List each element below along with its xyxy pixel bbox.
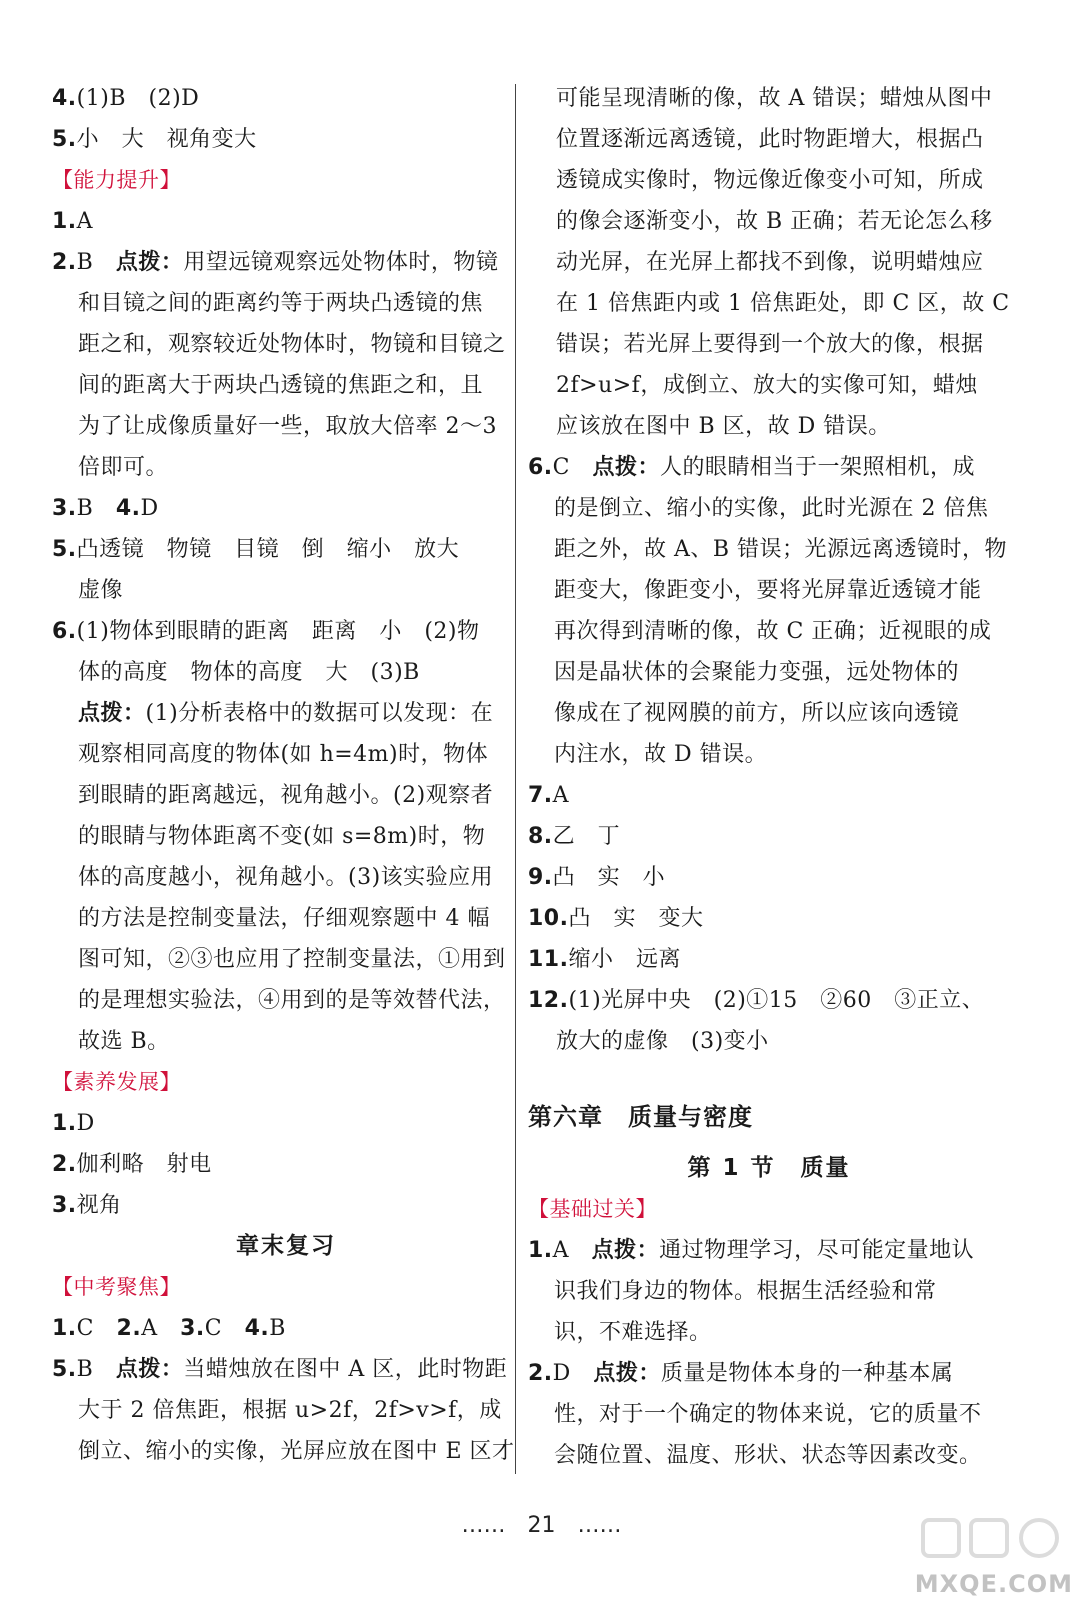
answer-continuation [528, 1312, 1010, 1353]
item-text: B [76, 1357, 116, 1382]
item-text: 视角 [76, 1193, 122, 1218]
item-number: 2. [116, 1316, 142, 1341]
item-text: 的是理想实验法，④用到的是等效替代法， [78, 988, 506, 1013]
item-text: 错误；若光屏上要得到一个放大的像，根据 [556, 332, 984, 357]
item-text: 通过物理学习，尽可能定量地认 [659, 1238, 975, 1263]
item-text: 质量是物体本身的一种基本属 [660, 1361, 954, 1386]
answer-continuation [52, 365, 520, 406]
hint-keyword: 点拨： [78, 701, 146, 726]
item-number: 3. [52, 1193, 77, 1218]
item-text: 识，不难选择。 [554, 1320, 712, 1345]
answer-continuation [528, 693, 1010, 734]
item-text: 小 大 视角变大 [76, 127, 257, 152]
hint-keyword: 点拨： [592, 455, 661, 480]
item-text: 为了让成像质量好一些，取放大倍率 2～3 [78, 414, 497, 439]
answer-continuation [52, 898, 520, 939]
answer-continuation [52, 324, 520, 365]
answer-item [528, 980, 1010, 1021]
item-text: D [552, 1361, 594, 1386]
answer-continuation [52, 1390, 520, 1431]
item-text: 距变大，像距变小，要将光屏靠近透镜才能 [554, 578, 982, 603]
item-text: B [76, 250, 116, 275]
item-text: 可能呈现清晰的像，故 A 错误；蜡烛从图中 [556, 86, 993, 111]
item-number: 1. [52, 1111, 77, 1136]
answer-continuation [52, 693, 520, 734]
item-number: 1. [52, 209, 77, 234]
item-text: B [269, 1316, 286, 1341]
section-heading: 【基础过关】 [528, 1197, 657, 1221]
item-text: 像成在了视网膜的前方，所以应该向透镜 [554, 701, 960, 726]
answer-item [52, 611, 520, 652]
watermark-text: MXQE.COM [914, 1570, 1073, 1598]
item-text: 透镜成实像时，物远像近像变小可知，所成 [556, 168, 984, 193]
item-text: 乙 丁 [552, 824, 621, 849]
answer-item [52, 1349, 520, 1390]
answer-continuation [52, 652, 520, 693]
item-text: 虚像 [78, 578, 124, 603]
item-text: 距之和，观察较近处物体时，物镜和目镜之 [78, 332, 506, 357]
item-text: 的眼睛与物体距离不变(如 s=8m)时，物 [78, 824, 486, 849]
item-text: 凸 实 变大 [568, 906, 704, 931]
answer-item [52, 1103, 520, 1144]
answer-continuation [52, 816, 520, 857]
item-number: 11. [528, 947, 569, 972]
right-column [528, 78, 1010, 1476]
item-text: 在 1 倍焦距内或 1 倍焦距处，即 C 区，故 C [556, 291, 1010, 316]
answer-item [528, 1230, 1010, 1271]
item-text: 识我们身边的物体。根据生活经验和常 [554, 1279, 937, 1304]
item-text: 的方法是控制变量法，仔细观察题中 4 幅 [78, 906, 490, 931]
answer-continuation [528, 201, 1010, 242]
item-number: 5. [52, 537, 77, 562]
item-number: 7. [528, 783, 553, 808]
item-number: 2. [52, 250, 77, 275]
answer-continuation [528, 529, 1010, 570]
item-text: 因是晶状体的会聚能力变强，远处物体的 [554, 660, 960, 685]
spacer [528, 1062, 1010, 1086]
item-text: 体的高度越小，视角越小。(3)该实验应用 [78, 865, 494, 890]
item-text: 用望远镜观察远处物体时，物镜 [183, 250, 499, 275]
answer-item [52, 242, 520, 283]
item-text: 间的距离大于两块凸透镜的焦距之和，且 [78, 373, 484, 398]
answer-item [528, 1353, 1010, 1394]
item-text: 会随位置、温度、形状、状态等因素改变。 [554, 1443, 982, 1468]
answer-continuation [52, 447, 520, 488]
answer-continuation [52, 570, 520, 611]
answer-continuation [52, 980, 520, 1021]
chapter-title: 第六章 质量与密度 [528, 1103, 753, 1131]
item-text: 性，对于一个确定的物体来说，它的质量不 [554, 1402, 982, 1427]
hint-keyword: 点拨： [115, 1357, 184, 1382]
column-divider [515, 84, 516, 1474]
item-number: 4. [52, 86, 77, 111]
item-text: A [552, 783, 570, 808]
item-text: 距之外，故 A、B 错误；光源远离透镜时，物 [554, 537, 1008, 562]
answer-continuation [528, 611, 1010, 652]
answer-continuation [528, 119, 1010, 160]
item-number: 6. [52, 619, 77, 644]
item-number: 10. [528, 906, 569, 931]
item-text: B [76, 496, 116, 521]
hint-keyword: 点拨： [115, 250, 184, 275]
answer-item [52, 119, 520, 160]
answer-continuation [528, 570, 1010, 611]
answer-continuation [52, 857, 520, 898]
section-title: 章末复习 [236, 1233, 336, 1259]
item-number: 12. [528, 988, 569, 1013]
section-heading: 【素养发展】 [52, 1070, 181, 1094]
answer-continuation [52, 1021, 520, 1062]
item-text: 应该放在图中 B 区，故 D 错误。 [556, 414, 891, 439]
section-heading: 【能力提升】 [52, 168, 181, 192]
item-text: A [141, 1316, 181, 1341]
answer-continuation [528, 160, 1010, 201]
item-number: 5. [52, 1357, 77, 1382]
hint-keyword: 点拨： [593, 1361, 661, 1386]
section-title: 第 1 节 质量 [687, 1155, 851, 1181]
item-text: C [204, 1316, 245, 1341]
item-text: 到眼睛的距离越远，视角越小。(2)观察者 [78, 783, 494, 808]
page-number: …… 21 …… [461, 1513, 622, 1538]
item-text: 伽利略 射电 [76, 1152, 212, 1177]
item-text: 故选 B。 [78, 1029, 170, 1054]
item-number: 6. [528, 455, 553, 480]
answer-continuation [52, 406, 520, 447]
item-text: 和目镜之间的距离约等于两块凸透镜的焦 [78, 291, 484, 316]
answer-item [52, 529, 520, 570]
answer-item [52, 201, 520, 242]
item-text: 体的高度 物体的高度 大 (3)B [78, 660, 420, 685]
item-text: 大于 2 倍焦距，根据 u>2f，2f>v>f，成 [78, 1398, 502, 1423]
item-number: 5. [52, 127, 77, 152]
answer-continuation [528, 406, 1010, 447]
item-text: 倒立、缩小的实像，光屏应放在图中 E 区才 [78, 1439, 515, 1464]
item-number: 2. [528, 1361, 553, 1386]
item-text: 放大的虚像 (3)变小 [556, 1029, 769, 1054]
item-text: 当蜡烛放在图中 A 区，此时物距 [183, 1357, 508, 1382]
answer-item [52, 78, 520, 119]
answer-continuation [528, 283, 1010, 324]
item-text: (1)B (2)D [76, 86, 200, 111]
left-column [52, 78, 520, 1472]
item-text: D [76, 1111, 95, 1136]
answer-continuation [52, 939, 520, 980]
item-number: 2. [52, 1152, 77, 1177]
item-number: 1. [52, 1316, 77, 1341]
item-text: 观察相同高度的物体(如 h=4m)时，物体 [78, 742, 489, 767]
item-text: 人的眼睛相当于一架照相机，成 [660, 455, 976, 480]
answer-item [528, 447, 1010, 488]
item-text: 位置逐渐远离透镜，此时物距增大，根据凸 [556, 127, 984, 152]
answer-item [52, 1308, 520, 1349]
answer-item [528, 939, 1010, 980]
item-text: 2f>u>f，成倒立、放大的实像可知，蜡烛 [556, 373, 978, 398]
answer-continuation [528, 1271, 1010, 1312]
item-text: 再次得到清晰的像，故 C 正确；近视眼的成 [554, 619, 992, 644]
item-text: D [140, 496, 159, 521]
item-text: 图可知，②③也应用了控制变量法，①用到 [78, 947, 506, 972]
answer-continuation [528, 488, 1010, 529]
answer-item [528, 898, 1010, 939]
item-text: 内注水，故 D 错误。 [554, 742, 768, 767]
item-text: 的是倒立、缩小的实像，此时光源在 2 倍焦 [554, 496, 989, 521]
item-text: C [552, 455, 593, 480]
answer-continuation [528, 1021, 1010, 1062]
answer-continuation [528, 652, 1010, 693]
answer-continuation [528, 365, 1010, 406]
item-number: 4. [244, 1316, 270, 1341]
item-text: 缩小 远离 [568, 947, 681, 972]
item-text: (1)光屏中央 (2)①15 ②60 ③正立、 [568, 988, 985, 1013]
item-text: A [76, 209, 94, 234]
answer-continuation [528, 1394, 1010, 1435]
item-number: 9. [528, 865, 553, 890]
answer-continuation [52, 775, 520, 816]
item-text: 凸透镜 物镜 目镜 倒 缩小 放大 [76, 537, 460, 562]
item-text: 的像会逐渐变小，故 B 正确；若无论怎么移 [556, 209, 993, 234]
answer-item [528, 816, 1010, 857]
answer-item [52, 1185, 520, 1226]
answer-continuation [528, 78, 1010, 119]
item-number: 3. [52, 496, 77, 521]
item-text: A [552, 1238, 592, 1263]
answer-continuation [528, 734, 1010, 775]
item-number: 8. [528, 824, 553, 849]
item-text: (1)分析表格中的数据可以发现：在 [145, 701, 494, 726]
item-number: 1. [528, 1238, 553, 1263]
item-text: 凸 实 小 [552, 865, 666, 890]
answer-item [52, 1144, 520, 1185]
answer-continuation [528, 242, 1010, 283]
answer-item [52, 488, 520, 529]
answer-continuation [52, 283, 520, 324]
answer-continuation [52, 734, 520, 775]
item-text: 动光屏，在光屏上都找不到像，说明蜡烛应 [556, 250, 984, 275]
item-text: C [76, 1316, 117, 1341]
answer-item [528, 775, 1010, 816]
answer-continuation [52, 1431, 520, 1472]
item-text: 倍即可。 [78, 455, 169, 480]
hint-keyword: 点拨： [591, 1238, 660, 1263]
answer-continuation [528, 1435, 1010, 1476]
item-number: 4. [115, 496, 141, 521]
item-number: 3. [180, 1316, 205, 1341]
answer-item [528, 857, 1010, 898]
answer-continuation [528, 324, 1010, 365]
section-heading: 【中考聚焦】 [52, 1275, 181, 1299]
item-text: (1)物体到眼睛的距离 距离 小 (2)物 [76, 619, 480, 644]
